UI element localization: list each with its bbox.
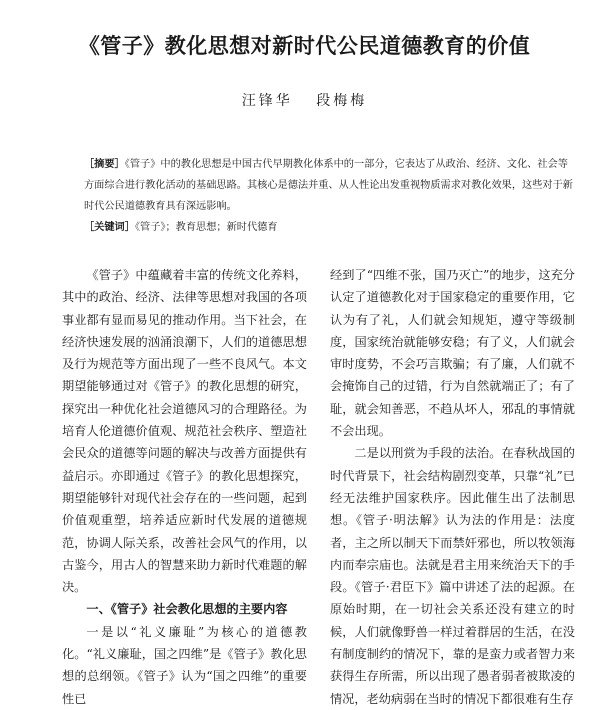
right-column — [330, 264, 575, 710]
author-1: 汪锋华 — [241, 93, 293, 109]
authors — [0, 90, 609, 110]
keywords-label: ［关键词］ — [84, 222, 135, 233]
paper-title: 《管子》教化思想对新时代公民道德教育的价值 — [78, 34, 531, 58]
abstract-block — [84, 154, 574, 238]
abstract-text: 《管子》中的教化思想是中国古代早期教化体系中的一部分，它表达了从政治、经济、文化、社会等方面综合进行教化活动的基础思路。其核心是德法并重、从人性论出发重视物质需求对教化效果，这些对于新时代公民道德教育具有深远影响。 — [84, 159, 573, 212]
rule-of-law-paragraph: 二是以刑赏为手段的法治。在春秋战国的时代背景下，社会结构剧烈变革，只靠“礼”已经无法维护国家秩序。因此催生出了法制思想。《管子·明法解》认为法的作用是：法度者，主之所以制天下而禁奸邪也，所以牧领海内而奉宗庙也。法就是君主用来统治天下的手段。《管子·君臣下》篇中讲述了法的起源。在原始时期，在一切社会关系还没有建立的时候，人们就像野兽一样过着群居的生活，在没有制度制约的情况下，靠的是蛮力或者智力来获得生存所需，所以出现了愚者弱者被欺凌的情况，老幼病弱在当时的情况下都很难有生存 — [330, 446, 575, 706]
left-column — [62, 264, 307, 710]
four-dimensions-paragraph: 经到了“四维不张，国乃灭亡”的地步，这充分认定了道德教化对于国家稳定的重要作用，它认为有了礼，人们就会知规矩，遵守等级制度，国家统治就能够安稳；有了义，人们就会审时度势，不会巧言欺骗；有了廉，人们就不会掩饰自己的过错，行为自然就端正了；有了耻，就会知善恶，不趋从坏人，邪乱的事情就不会出现。 — [330, 268, 575, 439]
keywords-text: 《管子》；教育思想；新时代德育 — [134, 222, 278, 233]
abstract — [84, 154, 574, 217]
section-heading-1: 一、《管子》社会教化思想的主要内容 — [86, 602, 288, 617]
moral-education-paragraph: 一是以“礼义廉耻”为核心的道德教化。“礼义廉耻，国之四维”是《管子》教化思想的总纲领。《管子》认为“国之四维”的重要性已 — [62, 624, 307, 706]
intro-paragraph: 《管子》中蕴藏着丰富的传统文化养料，其中的政治、经济、法律等思想对我国的各项事业都有显而易见的推动作用。当下社会，在经济快速发展的汹涌浪潮下，人们的道德思想及行为规范等方面出现了一些不良风气。本文期望能够通过对《管子》的教化思想的研究，探究出一种优化社会道德风习的合理路径。为培育人伦道德价值观、规范社会秩序、塑造社会民众的道德等问题的解决与改善方面提供有益启示。亦即通过《管子》的教化思想探究，期望能够针对现代社会存在的一些问题，起到价值观重塑，培养适应新时代发展的道德规范，协调人际关系，改善社会风气的作用，以古鉴今，用古人的智慧来助力新时代难题的解决。 — [62, 268, 307, 595]
keywords — [84, 217, 574, 238]
author-2: 段梅梅 — [316, 93, 368, 109]
abstract-label: ［摘要］ — [84, 159, 125, 170]
